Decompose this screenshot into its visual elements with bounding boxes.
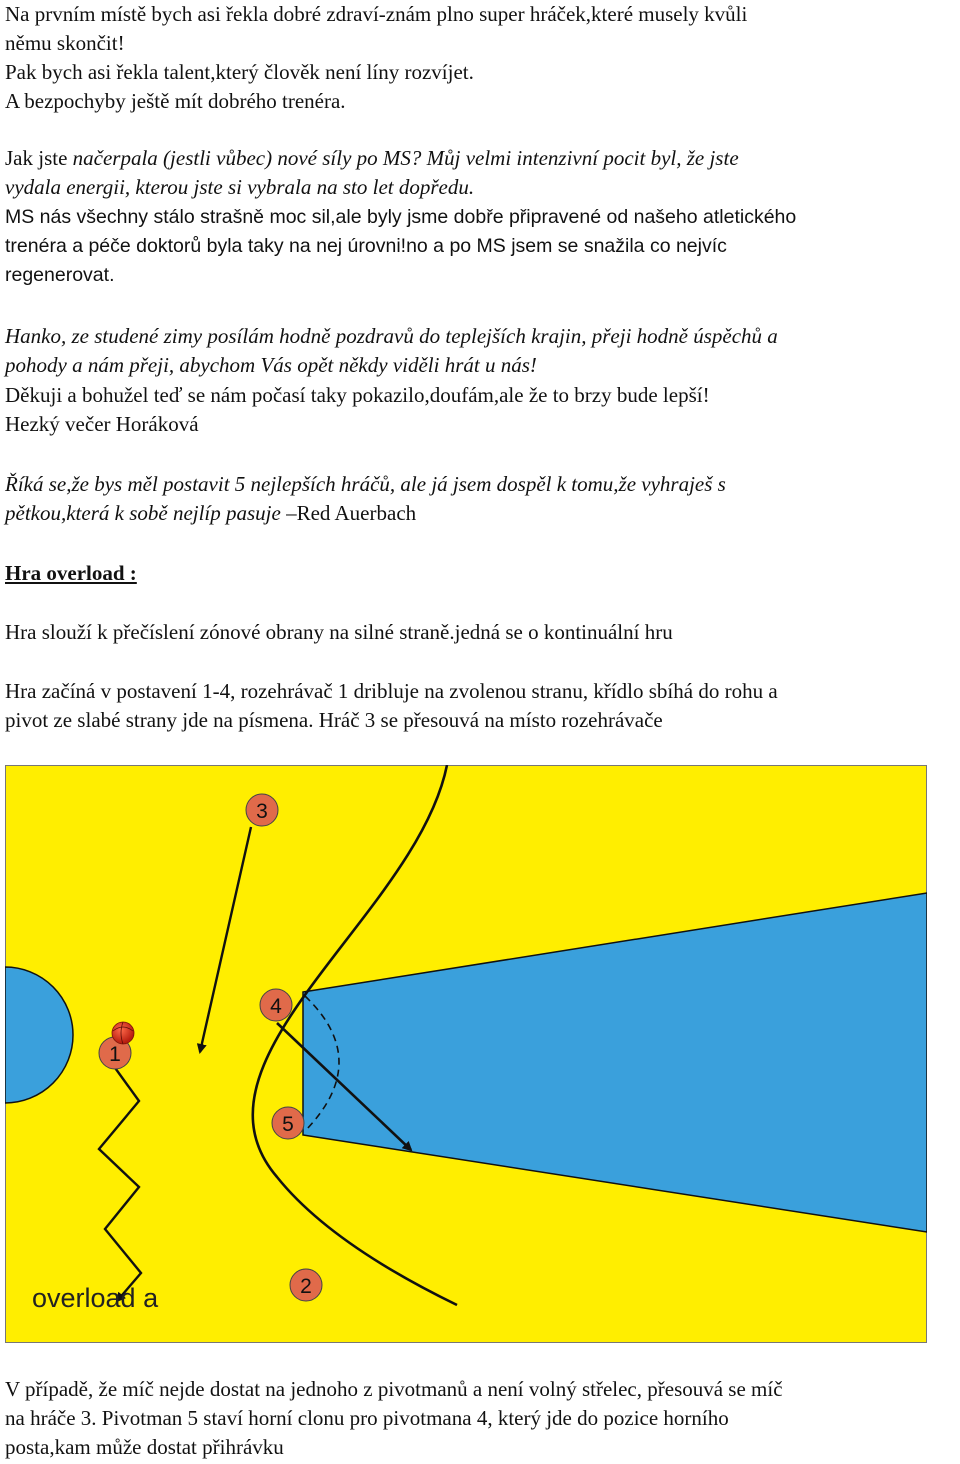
play-description: pivot ze slabé strany jde na písmena. Hráč 3 se přesouvá na místo rozehrávače xyxy=(5,708,663,732)
greeting-line: pohody a nám přeji, abychom Vás opět někdy viděli hrát u nás! xyxy=(5,353,537,377)
court-diagram xyxy=(5,765,927,1343)
reply-line: Hezký večer Horáková xyxy=(5,412,199,436)
player-marker xyxy=(246,794,278,826)
followup-line: na hráče 3. Pivotman 5 staví horní clonu pro pivotmana 4, který jde do pozice horního xyxy=(5,1406,729,1430)
answer-line: MS nás všechny stálo strašně moc sil,ale byly jsme dobře připravené od našeho atletického xyxy=(5,206,797,228)
question-line xyxy=(5,144,739,173)
quote-line xyxy=(5,499,416,528)
question-line: vydala energii, kterou jste si vybrala na sto let dopředu. xyxy=(5,175,475,199)
question-prefix: Jak jste xyxy=(5,146,73,170)
quote-dash: – xyxy=(286,501,297,525)
player-number: 2 xyxy=(300,1275,312,1298)
player-number: 5 xyxy=(282,1113,294,1136)
text-line: Pak bych asi řekla talent,který člověk není líny rozvíjet. xyxy=(5,60,474,84)
reply-line: Děkuji a bohužel teď se nám počasí taky pokazilo,doufám,ale že to brzy bude lepší! xyxy=(5,383,710,407)
text-line: A bezpochyby ještě mít dobrého trenéra. xyxy=(5,89,346,113)
followup-line: posta,kam může dostat přihrávku xyxy=(5,1435,284,1459)
question-text: načerpala (jestli vůbec) nové síly po MS? Můj velmi intenzivní pocit byl, že jste xyxy=(72,146,739,170)
play-description: Hra začíná v postavení 1-4, rozehrávač 1 dribluje na zvolenou stranu, křídlo sbíhá do rohu a xyxy=(5,679,778,703)
quote-text: pětkou,která k sobě nejlíp pasuje xyxy=(5,501,287,525)
quote-author: Red Auerbach xyxy=(296,501,417,525)
greeting-line: Hanko, ze studené zimy posílám hodně pozdravů do teplejších krajin, přeji hodně úspěchů a xyxy=(5,324,778,348)
answer-line: regenerovat. xyxy=(5,264,115,286)
player-marker xyxy=(272,1107,304,1139)
followup-line: V případě, že míč nejde dostat na jednoho z pivotmanů a není volný střelec, přesouvá se míč xyxy=(5,1377,783,1401)
player-number: 1 xyxy=(109,1043,121,1066)
play-intro: Hra slouží k přečíslení zónové obrany na silné straně.jedná se o kontinuální hru xyxy=(5,620,673,644)
quote-line: Říká se,že bys měl postavit 5 nejlepších hráčů, ale já jsem dospěl k tomu,že vyhraješ s xyxy=(5,472,726,496)
answer-line: trenéra a péče doktorů byla taky na nej úrovni!no a po MS jsem se snažila co nejvíc xyxy=(5,235,727,257)
basketball-icon xyxy=(112,1022,134,1044)
player-marker xyxy=(290,1269,322,1301)
player-marker xyxy=(260,989,292,1021)
section-heading: Hra overload : xyxy=(5,561,137,585)
player-number: 3 xyxy=(256,800,268,823)
player-number: 4 xyxy=(270,995,282,1018)
text-line: němu skončit! xyxy=(5,31,125,55)
text-line: Na prvním místě bych asi řekla dobré zdraví-znám plno super hráček,které musely kvůli xyxy=(5,2,748,26)
diagram-label: overload a xyxy=(32,1283,159,1313)
